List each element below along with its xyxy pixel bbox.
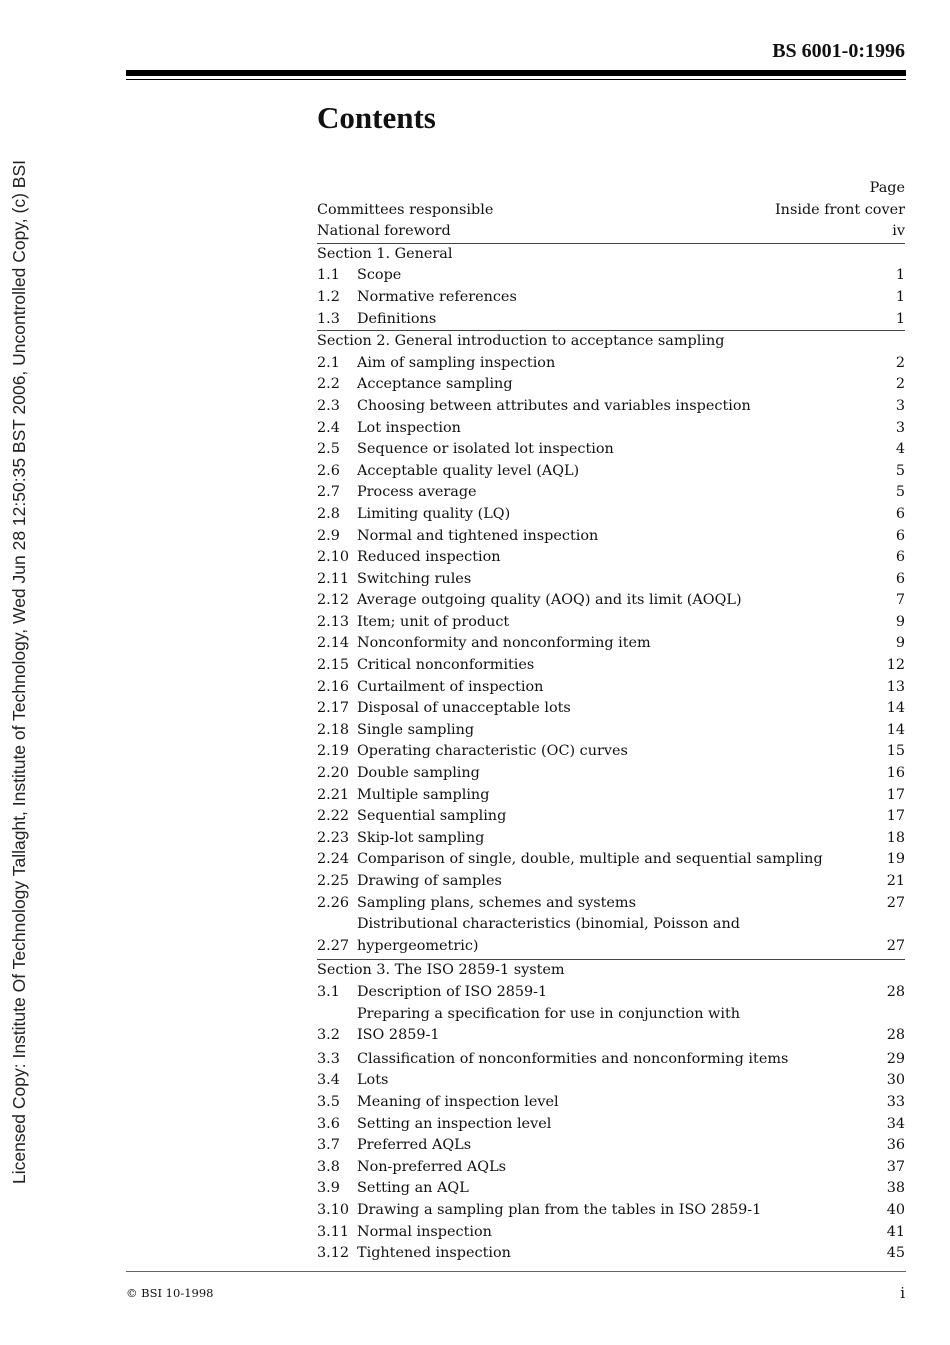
entry-number: 2.23 [317,829,350,846]
toc-entry[interactable] [317,439,905,461]
toc-entry[interactable] [317,806,905,828]
entry-page: 36 [886,1137,905,1154]
toc-entry[interactable] [317,1092,905,1114]
entry-page: 19 [886,851,905,868]
section-heading[interactable]: Section 3. The ISO 2859-1 system [317,962,565,979]
entry-number: 2.7 [317,484,340,501]
entry-title: Sequence or isolated lot inspection [357,441,614,458]
entry-title: Sequential sampling [357,808,507,825]
section-heading[interactable]: Section 1. General [317,245,453,262]
entry-page: 2 [895,354,905,371]
page-title: Contents [317,100,436,135]
entry-title: Critical nonconformities [357,657,535,674]
toc-entry[interactable] [317,1135,905,1157]
entry-number: 3.11 [317,1223,350,1240]
entry-title: Drawing of samples [357,873,502,889]
front-matter-label: Committees responsible [317,201,494,218]
entry-title: Switching rules [357,570,472,587]
entry-title: Limiting quality (LQ) [357,505,511,522]
entry-title: Normative references [357,288,517,305]
toc-entry[interactable] [317,482,905,504]
toc-entry[interactable] [317,418,905,440]
entry-page: 1 [895,288,905,305]
entry-page: 17 [886,786,905,803]
entry-title: Operating characteristic (OC) curves [357,743,628,760]
toc-entry[interactable] [317,1243,905,1265]
entry-page: 5 [895,462,905,479]
front-matter-row[interactable] [317,221,905,244]
entry-title: Setting an AQL [357,1180,469,1197]
entry-page: 16 [886,765,905,782]
entry-title: Scope [357,267,402,284]
entry-number: 2.6 [317,462,340,479]
entry-title: Preparing a specification for use in conjunction with ISO 2859-1 [357,1005,741,1044]
entry-page: 45 [886,1245,905,1262]
entry-title: Normal and tightened inspection [357,527,599,544]
entry-title: Distributional characteristics (binomial, Poisson and hypergeometric) [357,916,740,954]
entry-title: Drawing a sampling plan from the tables in ISO 2859-1 [357,1201,762,1218]
entry-title: Disposal of unacceptable lots [357,700,571,717]
entry-title: Lots [357,1072,389,1089]
footer-page-number: i [900,1284,905,1302]
entry-page: 6 [895,570,905,587]
entry-title: Single sampling [357,721,475,738]
toc-entry[interactable] [317,871,905,893]
toc-entry[interactable] [317,698,905,720]
entry-number: 2.16 [317,678,350,695]
toc-entry[interactable] [317,1222,905,1244]
entry-title: Multiple sampling [357,786,490,803]
entry-number: 2.15 [317,657,350,674]
toc-entry[interactable] [317,547,905,569]
entry-number: 3.6 [317,1115,340,1132]
toc-entry[interactable] [317,374,905,396]
toc-entry[interactable] [317,677,905,699]
table-of-contents [317,178,905,1265]
entry-number: 2.20 [317,765,350,782]
entry-title: Skip-lot sampling [357,829,485,846]
toc-entry[interactable] [317,849,905,871]
toc-section [317,960,905,1264]
toc-section [317,331,905,960]
entry-page: 18 [886,829,905,846]
entry-number: 2.4 [317,419,340,436]
toc-entry[interactable] [317,633,905,655]
entry-number: 1.3 [317,310,340,327]
toc-entry[interactable] [317,785,905,807]
entry-page: 41 [886,1223,905,1240]
header-rule-thick [126,70,906,76]
front-matter-page: Inside front cover [775,201,905,218]
entry-title: Classification of nonconformities and nonconforming items [357,1050,789,1067]
toc-entry[interactable] [317,720,905,742]
toc-entry[interactable] [317,1004,905,1049]
entry-number: 1.1 [317,267,340,284]
entry-page: 3 [895,419,905,436]
entry-page: 6 [895,505,905,522]
entry-title: Aim of sampling inspection [357,354,556,371]
front-matter-label: National foreword [317,223,451,240]
entry-page: 27 [886,937,905,954]
entry-page: 1 [895,267,905,284]
entry-number: 2.14 [317,635,350,652]
toc-entry[interactable] [317,1200,905,1222]
entry-title: Item; unit of product [357,613,510,630]
entry-number: 3.3 [317,1050,340,1067]
toc-entry[interactable] [317,1049,905,1071]
entry-page: 9 [895,613,905,630]
toc-entry[interactable] [317,526,905,548]
entry-page: 14 [886,721,905,738]
toc-entry[interactable] [317,287,905,309]
entry-page: 6 [895,527,905,544]
entry-title: Acceptable quality level (AQL) [357,462,580,479]
entry-number: 2.3 [317,397,340,414]
entry-number: 2.2 [317,376,340,393]
entry-page: 21 [886,873,905,889]
toc-entry[interactable] [317,1157,905,1179]
entry-title: Nonconformity and nonconforming item [357,635,651,652]
entry-title: Description of ISO 2859-1 [357,983,548,1000]
entry-number: 2.17 [317,700,350,717]
entry-number: 2.19 [317,743,350,760]
entry-title: Setting an inspection level [357,1115,552,1132]
toc-entry[interactable] [317,461,905,483]
entry-title: Definitions [357,310,437,327]
entry-number: 3.2 [317,1027,340,1044]
entry-page: 29 [886,1050,905,1067]
entry-number: 3.7 [317,1137,340,1154]
toc-entry[interactable] [317,569,905,591]
entry-page: 15 [886,743,905,760]
entry-number: 2.27 [317,937,350,954]
entry-page: 37 [886,1158,905,1175]
entry-number: 2.18 [317,721,350,738]
entry-number: 1.2 [317,288,340,305]
section-heading[interactable]: Section 2. General introduction to acceptance sampling [317,333,725,350]
entry-number: 3.10 [317,1201,350,1218]
entry-page: 38 [886,1180,905,1197]
entry-number: 2.10 [317,549,350,566]
entry-number: 2.5 [317,441,340,458]
entry-title: Average outgoing quality (AOQ) and its limit (AOQL) [357,592,742,609]
entry-title: Preferred AQLs [357,1137,472,1154]
toc-entry[interactable] [317,655,905,677]
toc-entry[interactable] [317,1114,905,1136]
toc-entry[interactable] [317,914,905,959]
entry-page: 6 [895,549,905,566]
toc-entry[interactable] [317,893,905,915]
entry-number: 3.12 [317,1245,350,1262]
entry-number: 2.22 [317,808,350,825]
toc-entry[interactable] [317,741,905,763]
toc-entry[interactable] [317,612,905,634]
entry-page: 4 [895,441,905,458]
entry-page: 14 [886,700,905,717]
entry-title: Choosing between attributes and variables inspection [357,397,751,414]
entry-page: 17 [886,808,905,825]
entry-page: 30 [886,1072,905,1089]
entry-number: 2.11 [317,570,350,587]
entry-number: 2.26 [317,894,350,911]
entry-title: Meaning of inspection level [357,1093,559,1110]
entry-number: 3.9 [317,1180,340,1197]
entry-title: Normal inspection [357,1223,492,1240]
entry-title: Acceptance sampling [357,376,513,393]
entry-number: 3.8 [317,1158,340,1175]
toc-entry[interactable] [317,982,905,1004]
entry-number: 2.8 [317,505,340,522]
entry-page: 3 [895,397,905,414]
entry-title: Comparison of single, double, multiple and sequential sampling [357,851,823,868]
entry-title: Reduced inspection [357,549,501,566]
toc-entry[interactable] [317,309,905,331]
entry-page: 28 [886,1027,905,1044]
entry-page: 13 [886,678,905,695]
page-column-label: Page [869,180,905,196]
toc-section [317,244,905,331]
toc-entry[interactable] [317,504,905,526]
toc-entry[interactable] [317,828,905,850]
entry-number: 2.9 [317,527,340,544]
document-code: BS 6001-0:1996 [772,40,905,62]
entry-page: 33 [886,1093,905,1110]
entry-number: 2.25 [317,873,350,889]
toc-entry[interactable] [317,353,905,375]
entry-number: 2.12 [317,592,350,609]
entry-number: 3.1 [317,983,340,1000]
toc-sections [317,244,905,1265]
entry-page: 2 [895,376,905,393]
footer-rule [126,1271,906,1272]
entry-title: Tightened inspection [357,1245,511,1262]
toc-entry[interactable] [317,265,905,287]
front-matter-row[interactable] [317,200,905,222]
entry-title: Sampling plans, schemes and systems [357,894,636,911]
toc-entry[interactable] [317,590,905,612]
entry-title: Lot inspection [357,419,461,436]
toc-entry[interactable] [317,763,905,785]
entry-page: 34 [886,1115,905,1132]
entry-page: 1 [895,310,905,327]
entry-page: 12 [886,657,905,674]
entry-page: 5 [895,484,905,501]
toc-entry[interactable] [317,396,905,418]
entry-title: Process average [357,484,477,501]
footer-copyright: © BSI 10-1998 [126,1286,214,1300]
entry-number: 2.1 [317,354,340,371]
entry-title: Curtailment of inspection [357,678,544,695]
entry-page: 27 [886,894,905,911]
entry-page: 9 [895,635,905,652]
entry-page: 28 [886,983,905,1000]
entry-number: 3.5 [317,1093,340,1110]
header-rule-thin [126,79,906,80]
entry-title: Non-preferred AQLs [357,1158,507,1175]
front-matter-page: iv [892,223,905,240]
toc-entry[interactable] [317,1178,905,1200]
entry-number: 2.13 [317,613,350,630]
entry-page: 7 [895,592,905,609]
entry-number: 2.24 [317,851,350,868]
entry-number: 3.4 [317,1072,340,1089]
license-watermark: Licensed Copy: Institute Of Technology Tallaght, Institute of Technology, Wed Jun 28 12:50:35 BST 2006, Uncontrolled Copy, (c) BSI [9,159,29,1185]
entry-page: 40 [886,1201,905,1218]
entry-number: 2.21 [317,786,350,803]
entry-title: Double sampling [357,765,480,782]
toc-entry[interactable] [317,1070,905,1092]
